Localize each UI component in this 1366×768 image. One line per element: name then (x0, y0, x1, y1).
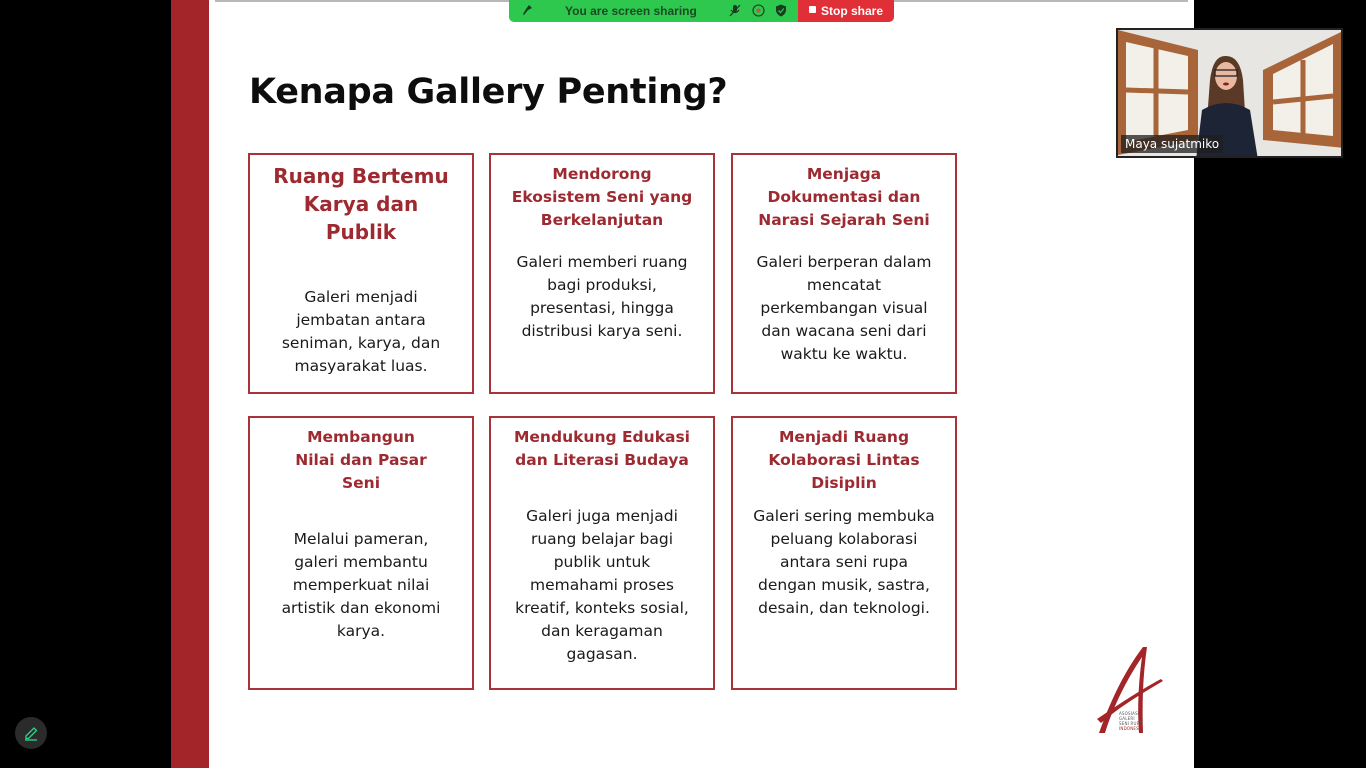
participant-video-tile[interactable] (1116, 28, 1343, 158)
slide-title: Kenapa Gallery Penting? (249, 72, 728, 112)
mic-muted-icon[interactable] (729, 4, 741, 17)
card-title: Membangun Nilai dan Pasar Seni (295, 428, 427, 492)
card-menjaga-dokumentasi (731, 153, 957, 394)
stop-share-label: Stop share (820, 4, 883, 18)
card-title: Menjaga Dokumentasi dan Narasi Sejarah Seni (758, 165, 930, 229)
pencil-icon (22, 724, 40, 742)
card-body: Galeri sering membuka peluang kolaborasi antara seni rupa dengan musik, sastra, desain, dan teknologi. (753, 507, 935, 617)
logo-line: ASOSIASI (1119, 711, 1140, 716)
slide-accent-strip (171, 0, 209, 768)
stop-square-icon (809, 6, 816, 13)
card-ruang-bertemu (248, 153, 474, 394)
card-kolaborasi-lintas (731, 416, 957, 690)
share-status-text: You are screen sharing (565, 4, 697, 18)
card-body: Galeri juga menjadi ruang belajar bagi publik untuk memahami proses kreatif, konteks sosial, dan keragaman gagasan. (515, 507, 689, 663)
logo-line: SENI RUPA (1119, 721, 1142, 726)
card-body: Melalui pameran, galeri membantu memperkuat nilai artistik dan ekonomi karya. (281, 530, 441, 640)
card-mendorong-ekosistem (489, 153, 715, 394)
card-title: Mendorong Ekosistem Seni yang Berkelanjutan (511, 165, 693, 229)
record-icon[interactable] (752, 4, 765, 17)
logo-line: GALERI (1119, 716, 1135, 721)
logo-text (1119, 711, 1143, 731)
pin-icon[interactable] (521, 4, 533, 16)
logo-line: INDONESIA (1119, 726, 1144, 731)
annotate-button[interactable] (15, 717, 47, 749)
card-membangun-nilai (248, 416, 474, 690)
card-title: Menjadi Ruang Kolaborasi Lintas Disiplin (768, 428, 920, 492)
shared-slide-area (171, 0, 1194, 768)
card-body: Galeri menjadi jembatan antara seniman, karya, dan masyarakat luas. (281, 288, 441, 375)
card-body: Galeri berperan dalam mencatat perkembangan visual dan wacana seni dari waktu ke waktu. (756, 253, 932, 363)
slide (209, 0, 1194, 768)
participant-name: Maya sujatmiko (1121, 135, 1223, 153)
card-mendukung-edukasi (489, 416, 715, 690)
screen-share-bar (509, 0, 894, 22)
card-title: Mendukung Edukasi dan Literasi Budaya (514, 428, 690, 469)
stop-share-button[interactable] (798, 0, 894, 22)
security-shield-icon[interactable] (775, 4, 787, 17)
card-body: Galeri memberi ruang bagi produksi, presentasi, hingga distribusi karya seni. (516, 253, 688, 340)
card-title: Ruang Bertemu Karya dan Publik (273, 164, 449, 244)
share-status-area (509, 0, 798, 22)
